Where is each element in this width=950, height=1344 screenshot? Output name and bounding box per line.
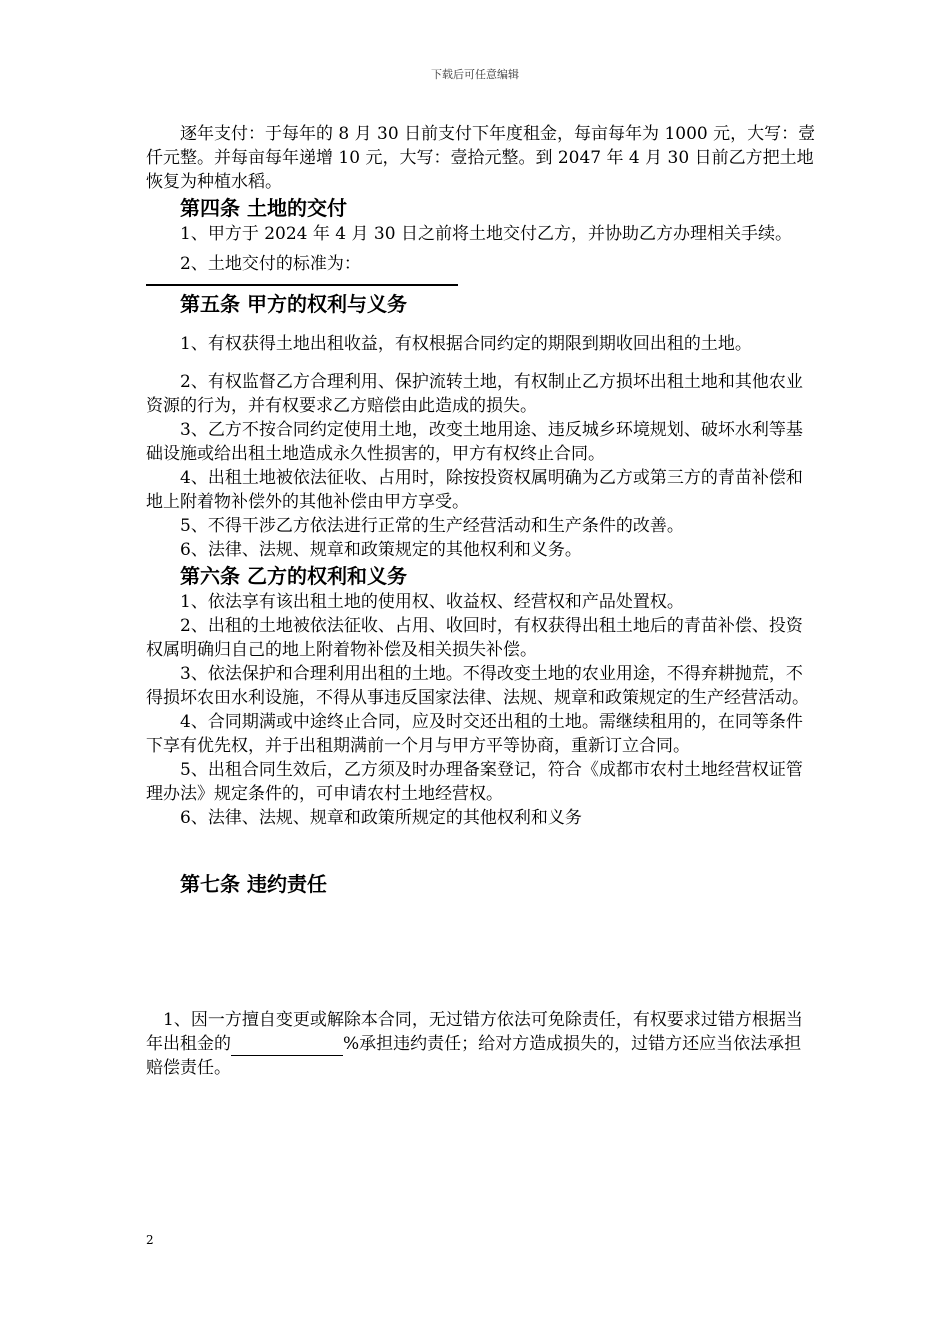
payment-paragraph: 逐年支付：于每年的 8 月 30 日前支付下年度租金，每亩每年为 1000 元，大写：壹仟元整。并每亩每年递增 10 元，大写：壹拾元整。到 2047 年 4 月 30 日前乙方把土地恢复为种植水稻。 (146, 124, 816, 192)
article-5-item-5: 5、不得干涉乙方依法进行正常的生产经营活动和生产条件的改善。 (180, 516, 684, 536)
article-4-item-2: 2、土地交付的标准为： (180, 254, 361, 274)
article-5-item-3: 3、乙方不按合同约定使用土地，改变土地用途、违反城乡环境规划、破坏水利等基础设施或给出租土地造成永久性损害的，甲方有权终止合同。 (146, 420, 803, 464)
article-4-heading: 第四条 土地的交付 (180, 196, 347, 220)
article-5-heading: 第五条 甲方的权利与义务 (180, 292, 407, 316)
document-body (146, 122, 816, 1080)
article-5-item-1: 1、有权获得土地出租收益，有权根据合同约定的期限到期收回出租的土地。 (180, 334, 752, 354)
page-number: 2 (146, 1233, 154, 1247)
article-6-heading: 第六条 乙方的权利和义务 (180, 564, 407, 588)
article-6-item-3: 3、依法保护和合理利用出租的土地。不得改变土地的农业用途，不得弃耕抛荒，不得损坏农田水利设施，不得从事违反国家法律、法规、规章和政策规定的生产经营活动。 (146, 664, 809, 708)
article-5-item-2: 2、有权监督乙方合理利用、保护流转土地，有权制止乙方损坏出租土地和其他农业资源的行为，并有权要求乙方赔偿由此造成的损失。 (146, 372, 803, 416)
article-7-heading: 第七条 违约责任 (180, 872, 327, 896)
article-6-item-4: 4、合同期满或中途终止合同，应及时交还出租的土地。需继续租用的，在同等条件下享有优先权，并于出租期满前一个月与甲方平等协商，重新订立合同。 (146, 712, 803, 756)
article-4-item-1: 1、甲方于 2024 年 4 月 30 日之前将土地交付乙方，并协助乙方办理相关手续。 (180, 224, 792, 244)
article-6-item-6: 6、法律、法规、规章和政策所规定的其他权利和义务 (180, 808, 582, 828)
article-6-item-5: 5、出租合同生效后，乙方须及时办理备案登记，符合《成都市农村土地经营权证管理办法》规定条件的，可申请农村土地经营权。 (146, 760, 803, 804)
article-7-item-1-part-b: %承担违约责任；给对方造成损失的，过错方还应当依法承担赔偿责任。 (146, 1034, 802, 1078)
page-header: 下载后可任意编辑 (431, 68, 519, 81)
article-6-item-2: 2、出租的土地被依法征收、占用、收回时，有权获得出租土地后的青苗补偿、投资权属明确归自己的地上附着物补偿及相关损失补偿。 (146, 616, 803, 660)
percentage-blank (231, 1038, 343, 1056)
article-7-item-1-part-a: 1、因一方擅自变更或解除本合同，无过错方依法可免除责任，有权要求过错方根据当年出租金的 (146, 1010, 803, 1054)
article-5-item-6: 6、法律、法规、规章和政策规定的其他权利和义务。 (180, 540, 582, 560)
article-7-item-1 (146, 1008, 816, 1080)
article-6-item-1: 1、依法享有该出租土地的使用权、收益权、经营权和产品处置权。 (180, 592, 684, 612)
underline-blank (146, 284, 458, 286)
article-5-item-4: 4、出租土地被依法征收、占用时，除按投资权属明确为乙方或第三方的青苗补偿和地上附着物补偿外的其他补偿由甲方享受。 (146, 468, 803, 512)
